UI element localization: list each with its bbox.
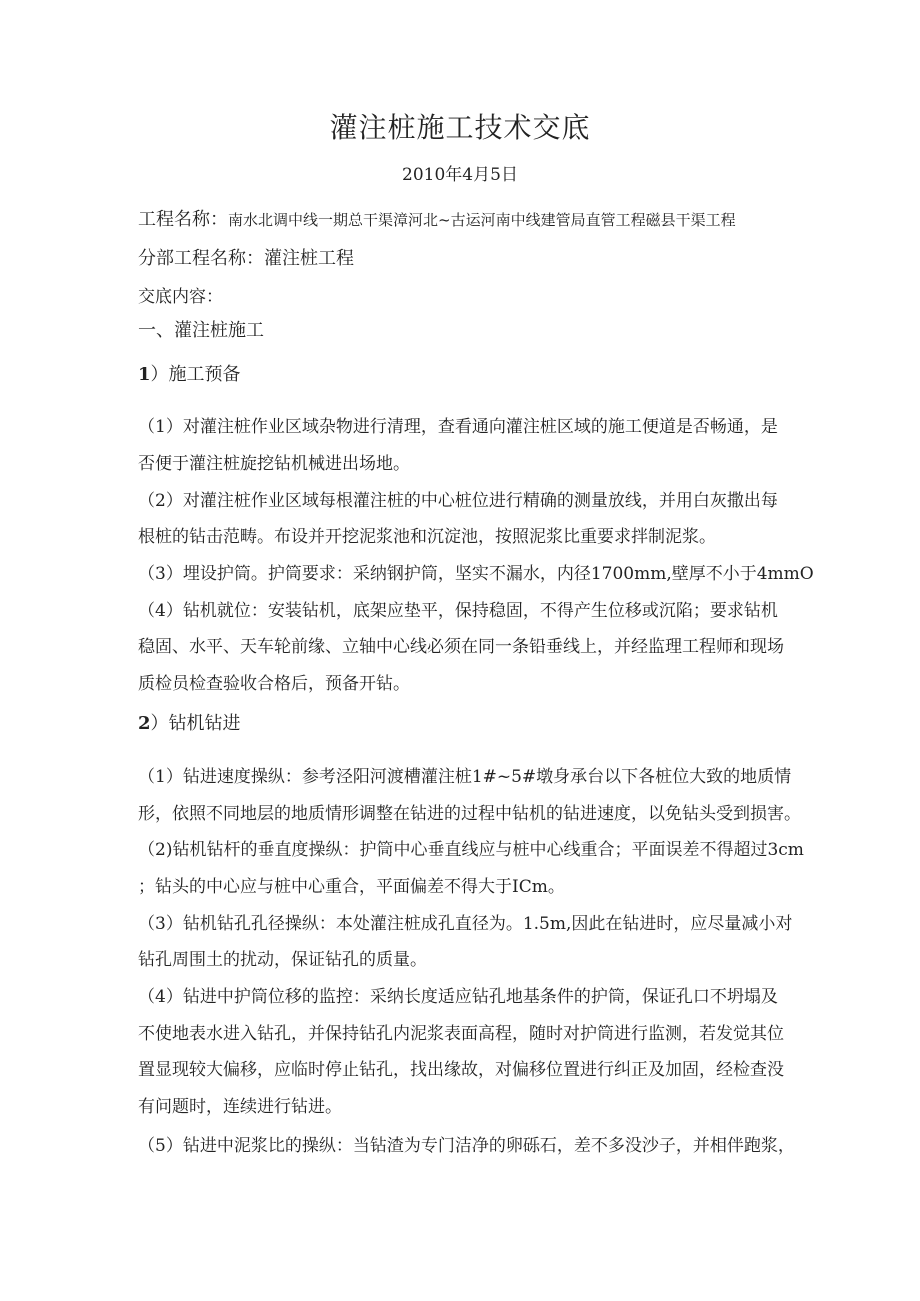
paragraph-line: 不使地表水进入钻孔，并保持钻孔内泥浆表面高程，随时对护筒进行监测，若发觉其位 [138, 1024, 784, 1044]
paragraph-line: （4）钻进中护筒位移的监控：采纳长度适应钻孔地基条件的护筒，保证孔口不坍塌及 [138, 987, 778, 1007]
paragraph-line: 稳固、水平、天车轮前缘、立轴中心线必须在同一条铅垂线上，并经监理工程师和现场 [138, 637, 784, 657]
subproject-name-row [138, 244, 354, 270]
document-title: 灌注桩施工技术交底 [329, 111, 591, 144]
paragraph-line: （1）对灌注桩作业区域杂物进行清理，查看通向灌注桩区域的施工便道是否畅通，是 [138, 417, 778, 437]
paragraph-line: （2)钻机钻杆的垂直度操纵：护筒中心垂直线应与桩中心线重合；平面误差不得超过3cm [138, 840, 804, 860]
paragraph-line: （5）钻进中泥浆比的操纵：当钻渣为专门洁净的卵砾石，差不多没沙子，并相伴跑浆， [138, 1136, 795, 1156]
subsection-number: 1 [138, 364, 151, 385]
content-label: 交底内容： [138, 287, 223, 307]
paragraph-line: （3）埋设护筒。护筒要求：采纳钢护筒，坚实不漏水，内径1700mm,壁厚不小于4mmO [138, 564, 814, 584]
paragraph-line: 置显现较大偏移，应临时停止钻孔，找出缘故，对偏移位置进行纠正及加固，经检查没 [138, 1060, 784, 1080]
project-name-row [138, 205, 736, 231]
paragraph-line: 否便于灌注桩旋挖钻机械进出场地。 [138, 454, 410, 474]
paragraph-line: （2）对灌注桩作业区域每根灌注桩的中心桩位进行精确的测量放线，并用白灰撒出每 [138, 491, 778, 511]
subsection-title: ）钻机钻进 [150, 713, 241, 734]
paragraph-line: ；钻头的中心应与桩中心重合，平面偏差不得大于ICm。 [138, 877, 565, 897]
subsection-title: ）施工预备 [150, 364, 241, 385]
paragraph-line: 有问题时，连续进行钻进。 [138, 1097, 342, 1117]
subproject-name-value: 灌注桩工程 [264, 248, 354, 269]
paragraph-line: （3）钻机钻孔孔径操纵：本处灌注桩成孔直径为。1.5m,因此在钻进时，应尽量减小对 [138, 914, 793, 934]
section-heading: 一、灌注桩施工 [138, 320, 264, 341]
paragraph-line: 钻孔周围土的扰动，保证钻孔的质量。 [138, 950, 427, 970]
paragraph-line: （4）钻机就位：安装钻机，底架应垫平，保持稳固，不得产生位移或沉陷；要求钻机 [138, 601, 778, 621]
subsection-number: 2 [138, 713, 151, 734]
paragraph-line: （1）钻进速度操纵：参考泾阳河渡槽灌注桩1#~5#墩身承台以下各桩位大致的地质情 [138, 767, 792, 787]
paragraph-line: 根桩的钻击范畴。布设并开挖泥浆池和沉淀池，按照泥浆比重要求拌制泥浆。 [138, 527, 716, 547]
paragraph-line: 形，依照不同地层的地质情形调整在钻进的过程中钻机的钻进速度，以免钻头受到损害。 [138, 804, 801, 824]
document-date: 2010年4月5日 [402, 165, 518, 185]
subsection-heading-2 [138, 709, 241, 735]
project-name-value: 南水北调中线一期总干渠漳河北~古运河南中线建管局直管工程磁县干渠工程 [228, 211, 736, 229]
project-name-label: 工程名称： [138, 209, 228, 230]
paragraph-line: 质检员检查验收合格后，预备开钻。 [138, 674, 410, 694]
subproject-name-label: 分部工程名称： [138, 248, 264, 269]
subsection-heading-1 [138, 360, 241, 386]
